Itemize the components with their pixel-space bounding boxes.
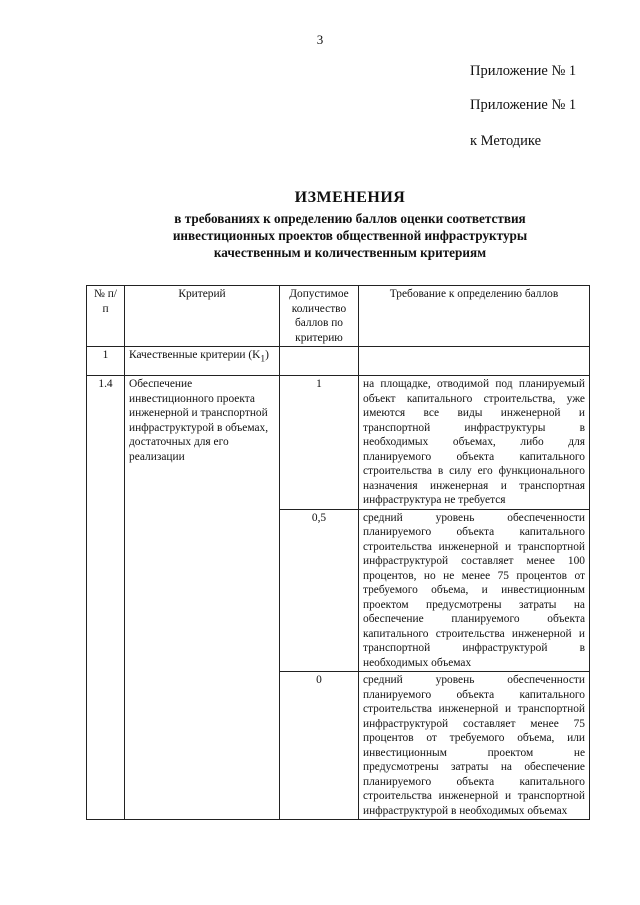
appendix-line-2: Приложение № 1	[470, 97, 577, 113]
row-criterion: Обеспечение инвестиционного проекта инженерной и транспортной инфраструктурой в объемах, достаточных для его реализации	[125, 376, 280, 820]
table-row	[87, 347, 590, 376]
row-score: 0	[280, 672, 359, 820]
subtitle-line: качественным и количественным критериям	[213, 245, 487, 260]
table-header-row	[87, 286, 590, 347]
row-number: 1.4	[87, 376, 125, 820]
criterion-text-end: )	[265, 349, 269, 361]
table-row	[87, 376, 590, 510]
header-number: № п/п	[87, 286, 125, 347]
row-score	[280, 347, 359, 376]
row-requirement: на площадке, отводимой под планируемый объект капитального строительства, уже имеются все виды инженерной и транспортной инфраструктуры в необходимых объемах, либо для планируемого объекта капитального строительства в силу его функционального назначения инженерная и транспортная инфраструктура не требуется	[359, 376, 590, 510]
row-score: 0,5	[280, 509, 359, 672]
row-number: 1	[87, 347, 125, 376]
row-score: 1	[280, 376, 359, 510]
subtitle-line: инвестиционных проектов общественной инфраструктуры	[172, 228, 528, 243]
document-title: ИЗМЕНЕНИЯ	[294, 189, 406, 206]
criterion-text: Качественные критерии (K	[129, 349, 261, 361]
header-requirement: Требование к определению баллов	[359, 286, 590, 347]
page-number: 3	[316, 32, 324, 47]
header-score: Допустимое количество баллов по критерию	[280, 286, 359, 347]
row-criterion	[125, 347, 280, 376]
appendix-line-3: к Методике	[470, 133, 542, 149]
row-requirement: средний уровень обеспеченности планируемого объекта капитального строительства инженерной и транспортной инфраструктурой составляет менее 75 процентов от требуемого объема, или инвестиционным проектом не предусмотрены затраты на обеспечение планируемого объекта капитального строительства инженерной и транспортной инфраструктурой в необходимых объемах	[359, 672, 590, 820]
row-requirement: средний уровень обеспеченности планируемого объекта капитального строительства инженерной и транспортной инфраструктурой составляет менее 100 процентов, но не менее 75 процентов от требуемого объема, и инвестиционным проектом предусмотрены затраты на обеспечение планируемого объекта капитального строительства инженерной и транспортной инфраструктурой в необходимых объемах	[359, 509, 590, 672]
criterion-subscript: 1	[260, 354, 266, 365]
header-criterion: Критерий	[125, 286, 280, 347]
document-subtitle	[110, 210, 590, 261]
row-requirement	[359, 347, 590, 376]
appendix-line-1: Приложение № 1	[470, 63, 577, 79]
criteria-table	[86, 285, 590, 820]
subtitle-line: в требованиях к определению баллов оценки соответствия	[174, 211, 526, 226]
